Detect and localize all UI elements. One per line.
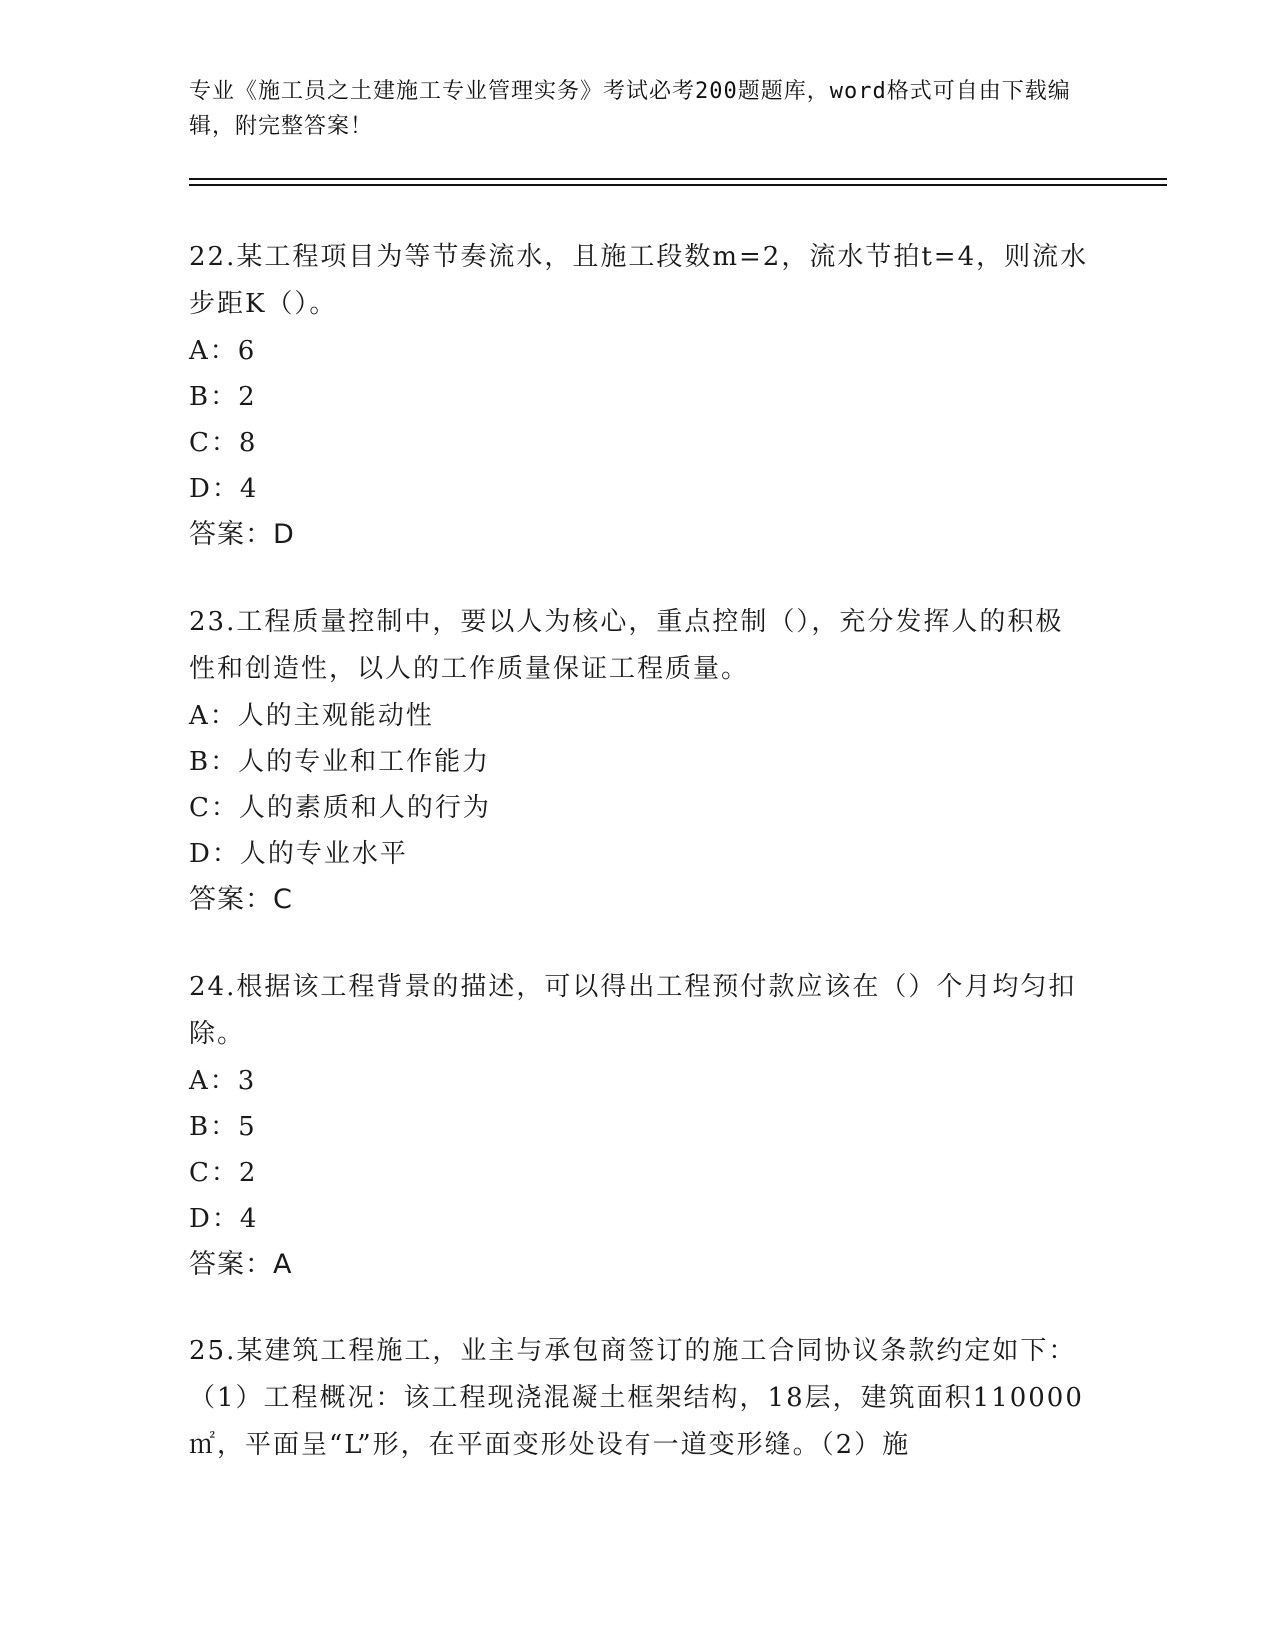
option-key: D： <box>189 1204 240 1234</box>
option-d <box>189 466 1089 512</box>
option-key: C： <box>189 428 239 458</box>
question-23 <box>189 599 1089 923</box>
answer-line: 答案：A <box>189 1249 293 1280</box>
option-key: A： <box>189 336 238 366</box>
option-text: 人的专业水平 <box>239 839 408 869</box>
answer-line: 答案：C <box>189 884 293 915</box>
option-text: 5 <box>238 1112 257 1142</box>
question-stem: 22.某工程项目为等节奏流水，且施工段数m=2，流水节拍t=4，则流水步距K（）。 <box>189 242 1089 319</box>
option-key: C： <box>189 1158 239 1188</box>
question-stem: 25.某建筑工程施工，业主与承包商签订的施工合同协议条款约定如下：（1）工程概况：该工程现浇混凝土框架结构，18层，建筑面积110000㎡，平面呈“L”形，在平面变形处设有一道变形缝。（2）施 <box>189 1336 1084 1460</box>
option-a <box>189 693 1089 739</box>
option-key: B： <box>189 747 239 777</box>
option-key: C： <box>189 793 239 823</box>
header-divider-line <box>189 184 1167 186</box>
option-key: D： <box>189 474 240 504</box>
option-key: B： <box>189 1112 239 1142</box>
question-stem: 23.工程质量控制中，要以人为核心，重点控制（），充分发挥人的积极性和创造性，以人的工作质量保证工程质量。 <box>189 607 1064 684</box>
option-b <box>189 739 1089 785</box>
document-header-intro: 专业《施工员之土建施工专业管理实务》考试必考200题题库，word格式可自由下载编辑，附完整答案！ <box>189 79 1071 139</box>
question-25 <box>189 1328 1089 1469</box>
option-text: 人的主观能动性 <box>237 701 434 731</box>
option-c <box>189 785 1089 831</box>
question-24 <box>189 964 1089 1288</box>
question-22 <box>189 234 1089 558</box>
option-c <box>189 1150 1089 1196</box>
option-text: 4 <box>239 474 259 504</box>
option-key: B： <box>189 382 239 412</box>
option-text: 人的专业和工作能力 <box>238 747 491 777</box>
question-stem: 24.根据该工程背景的描述，可以得出工程预付款应该在（）个月均匀扣除。 <box>189 972 1077 1049</box>
option-c <box>189 420 1089 466</box>
option-text: 4 <box>239 1204 259 1234</box>
option-text: 8 <box>238 428 258 458</box>
option-text: 3 <box>237 1066 257 1096</box>
option-d <box>189 831 1089 877</box>
header-divider-line <box>189 178 1167 180</box>
option-text: 人的素质和人的行为 <box>238 793 491 823</box>
option-d <box>189 1196 1089 1242</box>
option-text: 6 <box>237 336 257 366</box>
option-a <box>189 1058 1089 1104</box>
answer-line: 答案：D <box>189 519 295 550</box>
option-b <box>189 1104 1089 1150</box>
option-text: 2 <box>238 1158 258 1188</box>
option-key: D： <box>189 839 240 869</box>
option-key: A： <box>189 701 238 731</box>
option-b <box>189 374 1089 420</box>
option-a <box>189 328 1089 374</box>
option-text: 2 <box>238 382 257 412</box>
option-key: A： <box>189 1066 238 1096</box>
